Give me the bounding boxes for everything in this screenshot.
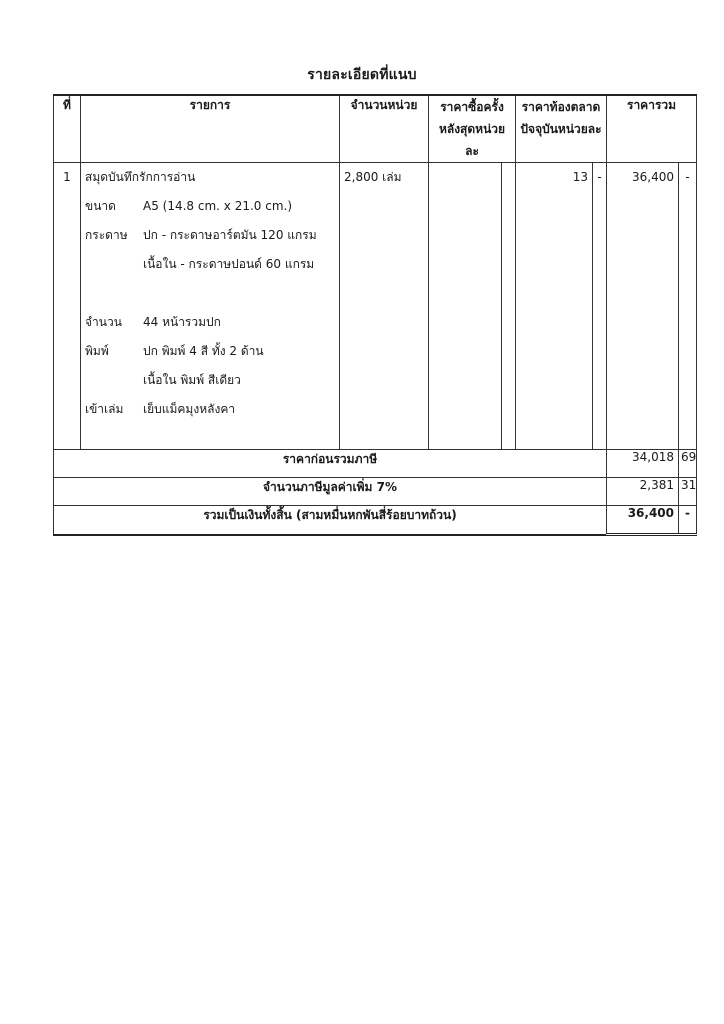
spec-value: เนื้อใน - กระดาษปอนด์ 60 แกรม [143,257,315,271]
spec-value: เนื้อใน พิมพ์ สีเดียว [143,373,241,387]
header-last-price-line2: หลังสุดหน่วยละ [438,122,506,158]
spec-line [85,337,335,366]
subtotal-label: ราคาก่อนรวมภาษี [54,450,607,478]
row-total-baht: 36,400 [632,170,675,184]
spec-line [85,395,335,424]
spec-value: เย็บแม็คมุงหลังคา [143,402,236,416]
spec-line [85,308,335,337]
spec-line [85,250,335,279]
header-last-price-line1: ราคาซื้อครั้ง [440,100,504,114]
table-row [54,163,697,450]
grand-total-row [54,506,697,535]
header-market-price [516,95,607,163]
grand-total-label: รวมเป็นเงินทั้งสิ้น (สามหมื่นหกพันสี่ร้อยบาทถ้วน) [54,506,607,535]
subtotal-satang: 69 [679,450,697,478]
spec-label: กระดาษ [85,228,128,242]
header-market-price-line2: ปัจจุบันหน่วยละ [520,122,602,136]
spec-label: จำนวน [85,315,122,329]
spec-line [85,221,335,250]
subtotal-row [54,450,697,478]
row-market-price-satang: - [597,170,602,184]
details-table [53,94,697,536]
spec-label: เข้าเล่ม [85,402,124,416]
row-number: 1 [63,170,71,184]
spec-line [85,366,335,395]
spec-value: ปก พิมพ์ 4 สี ทั้ง 2 ด้าน [143,344,264,358]
vat-row [54,478,697,506]
row-item-name: สมุดบันทึกรักการอ่าน [85,170,196,184]
spec-value: ปก - กระดาษอาร์ตมัน 120 แกรม [143,228,317,242]
row-total-satang: - [685,170,690,184]
header-qty: จำนวนหน่วย [340,95,429,163]
row-last-price-baht [429,163,502,450]
header-item: รายการ [81,95,340,163]
spec-value: A5 (14.8 cm. x 21.0 cm.) [143,199,293,213]
spec-label: ขนาด [85,199,116,213]
row-market-price-baht: 13 [572,170,589,184]
header-total: ราคารวม [607,95,697,163]
header-no: ที่ [54,95,81,163]
header-last-price [429,95,516,163]
row-qty: 2,800 เล่ม [344,170,402,184]
row-item-cell [81,163,340,450]
row-last-price-satang [502,163,516,450]
header-market-price-line1: ราคาท้องตลาด [521,100,601,114]
vat-baht: 2,381 [607,478,679,506]
subtotal-baht: 34,018 [607,450,679,478]
vat-satang: 31 [679,478,697,506]
document-title: รายละเอียดที่แนบ [307,67,417,83]
grand-total-baht: 36,400 [607,506,679,535]
table-header-row [54,95,697,163]
spec-label: พิมพ์ [85,344,109,358]
vat-label: จำนวนภาษีมูลค่าเพิ่ม 7% [54,478,607,506]
spec-value: 44 หน้ารวมปก [143,315,221,329]
spec-line [85,192,335,221]
grand-total-satang: - [679,506,697,535]
spec-line [85,279,335,308]
